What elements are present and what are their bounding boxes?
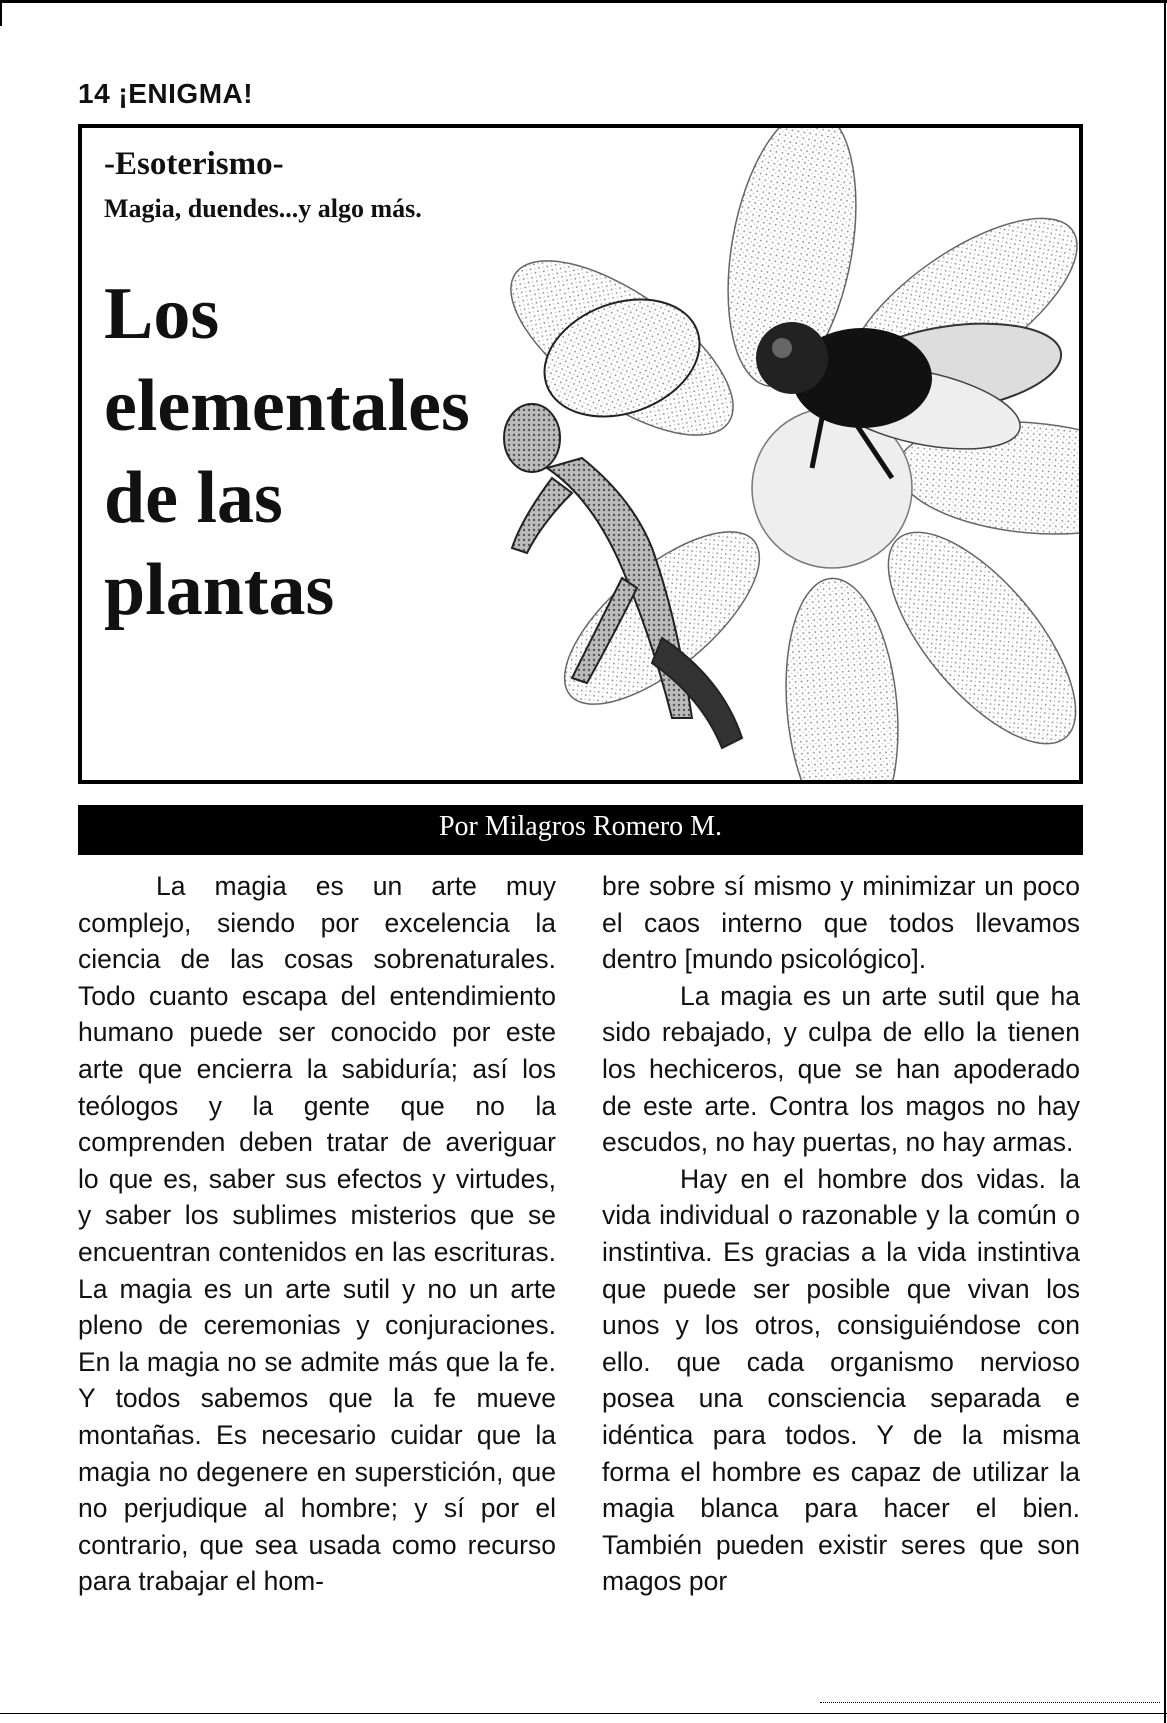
section-label: -Esoterismo- <box>104 146 284 182</box>
article-headline <box>104 268 470 636</box>
article-subtitle: Magia, duendes...y algo más. <box>104 194 422 223</box>
headline-line-3: de las <box>104 457 283 539</box>
crop-mark <box>0 0 2 26</box>
page-number-header: 14 ¡ENIGMA! <box>78 78 254 109</box>
paragraph: La magia es un arte sutil que ha sido rebajado, y culpa de ello la tienen los hechiceros, que se han apoderado de este arte. Contra los magos no hay escudos, no hay puertas, no hay armas. <box>602 980 1080 1158</box>
top-border-rule <box>0 0 1167 3</box>
bottom-border-rule <box>0 1713 1167 1714</box>
paragraph: bre sobre sí mismo y minimizar un poco el caos interno que todos llevamos dentro [mundo psicológico]. <box>602 871 1080 975</box>
headline-line-1: Los <box>104 273 220 355</box>
paragraph: La magia es un arte muy complejo, siendo por excelencia la ciencia de las cosas sobrenaturales. Todo cuanto escapa del entendimiento humano puede ser conocido por este arte que encierra la sabiduría; así los teólogos y la gente que no la comprenden deben tratar de averiguar lo que es, saber sus efectos y virtudes, y saber los sublimes misterios que se encuentran contenidos en las escrituras. La magia es un arte sutil y no un arte pleno de ceremonias y conjuraciones. En la magia no se admite más que la fe. Y todos sabemos que la fe mueve montañas. Es necesario cuidar que la magia no degenere en superstición, que no perjudique al hombre; y sí por el contrario, que sea usada como recurso para trabajar el hom- <box>78 871 556 1597</box>
article-column-right <box>602 868 1080 1600</box>
paragraph: Hay en el hombre dos vidas. la vida individual o razonable y la común o instintiva. Es gracias a la vida instintiva que puede ser posible que vivan los unos y los otros, consiguiéndose con ello. que cada organismo nervioso posea una consciencia separada e idéntica para todos. Y de la misma forma el hombre es capaz de utilizar la magia blanca para hacer el bien. También pueden existir seres que son magos por <box>602 1163 1080 1597</box>
bottom-dotted-rule <box>820 1702 1160 1703</box>
author-byline: Por Milagros Romero M. <box>438 811 723 842</box>
headline-line-4: plantas <box>104 549 335 631</box>
byline-bar <box>78 805 1083 855</box>
fairy-flower-fly-illustration <box>422 124 1083 784</box>
right-border-rule <box>1164 0 1166 1723</box>
title-box <box>78 124 1083 784</box>
headline-line-2: elementales <box>104 365 470 447</box>
article-column-left <box>78 868 556 1600</box>
